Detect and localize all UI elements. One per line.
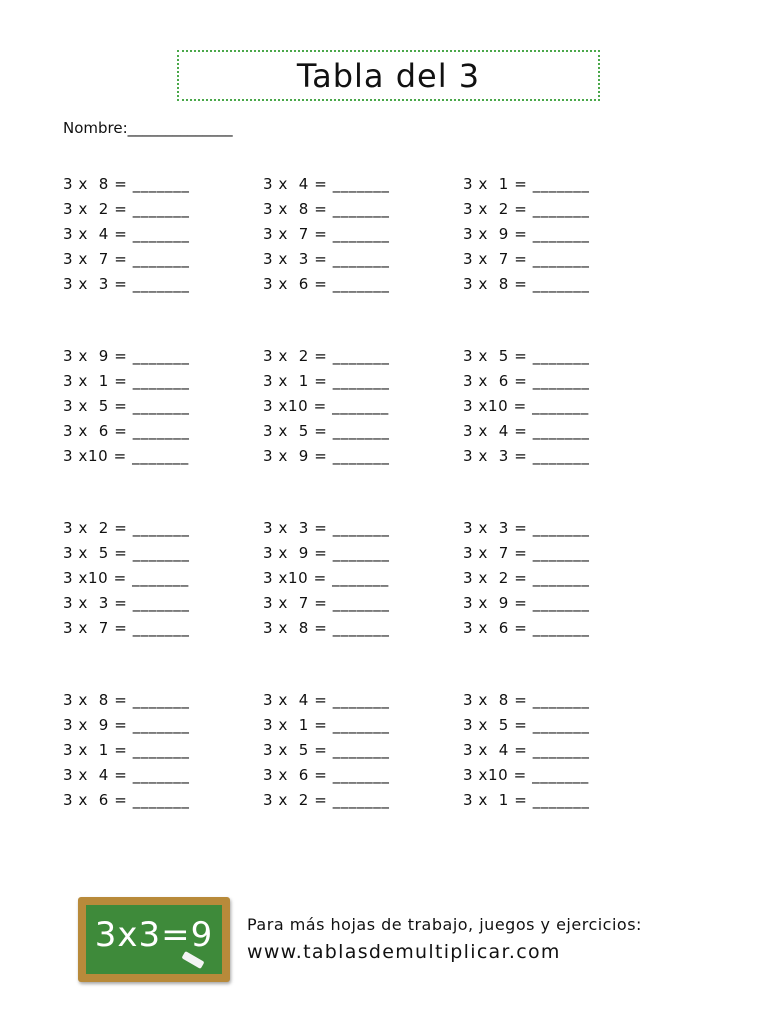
multiplication-exercise: 3 x 6 = _______: [263, 275, 390, 293]
exercise-column: [263, 688, 463, 813]
multiplication-exercise: 3 x 8 = _______: [263, 200, 390, 218]
exercise-column: [63, 344, 263, 469]
multiplication-exercise: 3 x10 = _______: [63, 569, 189, 587]
multiplication-exercise: 3 x 6 = _______: [463, 619, 590, 637]
multiplication-exercise: 3 x10 = _______: [263, 397, 389, 415]
exercise-column: [263, 344, 463, 469]
multiplication-exercise: 3 x 8 = _______: [63, 691, 190, 709]
chalkboard-text: 3x3=9: [94, 915, 214, 955]
multiplication-exercise: 3 x 1 = _______: [463, 175, 590, 193]
multiplication-exercise: 3 x 5 = _______: [263, 422, 390, 440]
footer: [0, 880, 768, 990]
footer-promo-text: Para más hojas de trabajo, juegos y ejercicios:: [247, 915, 642, 934]
multiplication-exercise: 3 x 4 = _______: [63, 766, 190, 784]
multiplication-exercise: 3 x 3 = _______: [263, 519, 390, 537]
multiplication-exercise: 3 x10 = _______: [463, 766, 589, 784]
multiplication-exercise: 3 x 7 = _______: [263, 225, 390, 243]
multiplication-exercise: 3 x 1 = _______: [463, 791, 590, 809]
multiplication-exercise: 3 x 9 = _______: [63, 347, 190, 365]
multiplication-exercise: 3 x 1 = _______: [63, 372, 190, 390]
multiplication-exercise: 3 x 3 = _______: [63, 275, 190, 293]
multiplication-exercise: 3 x 6 = _______: [263, 766, 390, 784]
multiplication-exercise: 3 x 8 = _______: [463, 275, 590, 293]
multiplication-exercise: 3 x 8 = _______: [463, 691, 590, 709]
multiplication-exercise: 3 x 2 = _______: [263, 347, 390, 365]
multiplication-exercise: 3 x 9 = _______: [463, 225, 590, 243]
multiplication-exercise: 3 x 3 = _______: [263, 250, 390, 268]
multiplication-exercise: 3 x 5 = _______: [263, 741, 390, 759]
multiplication-exercise: 3 x 9 = _______: [263, 447, 390, 465]
title-box: [177, 50, 600, 101]
exercise-column: [263, 172, 463, 297]
multiplication-exercise: 3 x 2 = _______: [263, 791, 390, 809]
chalkboard-surface: [86, 905, 222, 974]
multiplication-exercise: 3 x 3 = _______: [63, 594, 190, 612]
exercise-column: [263, 516, 463, 641]
multiplication-exercise: 3 x 7 = _______: [463, 250, 590, 268]
multiplication-exercise: 3 x 4 = _______: [463, 741, 590, 759]
page-title: Tabla del 3: [296, 56, 481, 95]
multiplication-exercise: 3 x 3 = _______: [463, 519, 590, 537]
multiplication-exercise: 3 x 2 = _______: [463, 200, 590, 218]
multiplication-exercise: 3 x 9 = _______: [463, 594, 590, 612]
multiplication-exercise: 3 x 4 = _______: [463, 422, 590, 440]
multiplication-exercise: 3 x 2 = _______: [463, 569, 590, 587]
multiplication-exercise: 3 x 5 = _______: [463, 716, 590, 734]
exercise-column: [463, 688, 663, 813]
multiplication-exercise: 3 x 6 = _______: [463, 372, 590, 390]
multiplication-exercise: 3 x 6 = _______: [63, 422, 190, 440]
multiplication-exercise: 3 x 7 = _______: [463, 544, 590, 562]
exercise-column: [63, 688, 263, 813]
multiplication-exercise: 3 x 5 = _______: [63, 397, 190, 415]
exercise-column: [63, 516, 263, 641]
multiplication-exercise: 3 x10 = _______: [263, 569, 389, 587]
multiplication-exercise: 3 x 1 = _______: [263, 372, 390, 390]
multiplication-exercise: 3 x 1 = _______: [263, 716, 390, 734]
chalkboard-image: [78, 897, 230, 982]
multiplication-exercise: 3 x 1 = _______: [63, 741, 190, 759]
multiplication-exercise: 3 x 4 = _______: [263, 691, 390, 709]
multiplication-exercise: 3 x 8 = _______: [63, 175, 190, 193]
multiplication-exercise: 3 x 2 = _______: [63, 200, 190, 218]
multiplication-exercise: 3 x 7 = _______: [63, 250, 190, 268]
multiplication-exercise: 3 x10 = _______: [463, 397, 589, 415]
multiplication-exercise: 3 x 4 = _______: [263, 175, 390, 193]
multiplication-exercise: 3 x 4 = _______: [63, 225, 190, 243]
multiplication-exercise: 3 x 9 = _______: [263, 544, 390, 562]
multiplication-exercise: 3 x 5 = _______: [63, 544, 190, 562]
multiplication-exercise: 3 x 8 = _______: [263, 619, 390, 637]
name-field-label: Nombre:______________: [63, 119, 233, 137]
exercise-column: [463, 172, 663, 297]
multiplication-exercise: 3 x10 = _______: [63, 447, 189, 465]
exercise-column: [63, 172, 263, 297]
footer-website-link[interactable]: www.tablasdemultiplicar.com: [247, 941, 561, 963]
exercise-column: [463, 344, 663, 469]
multiplication-exercise: 3 x 2 = _______: [63, 519, 190, 537]
multiplication-exercise: 3 x 3 = _______: [463, 447, 590, 465]
multiplication-exercise: 3 x 5 = _______: [463, 347, 590, 365]
multiplication-exercise: 3 x 7 = _______: [63, 619, 190, 637]
multiplication-exercise: 3 x 9 = _______: [63, 716, 190, 734]
multiplication-exercise: 3 x 7 = _______: [263, 594, 390, 612]
multiplication-exercise: 3 x 6 = _______: [63, 791, 190, 809]
exercise-column: [463, 516, 663, 641]
